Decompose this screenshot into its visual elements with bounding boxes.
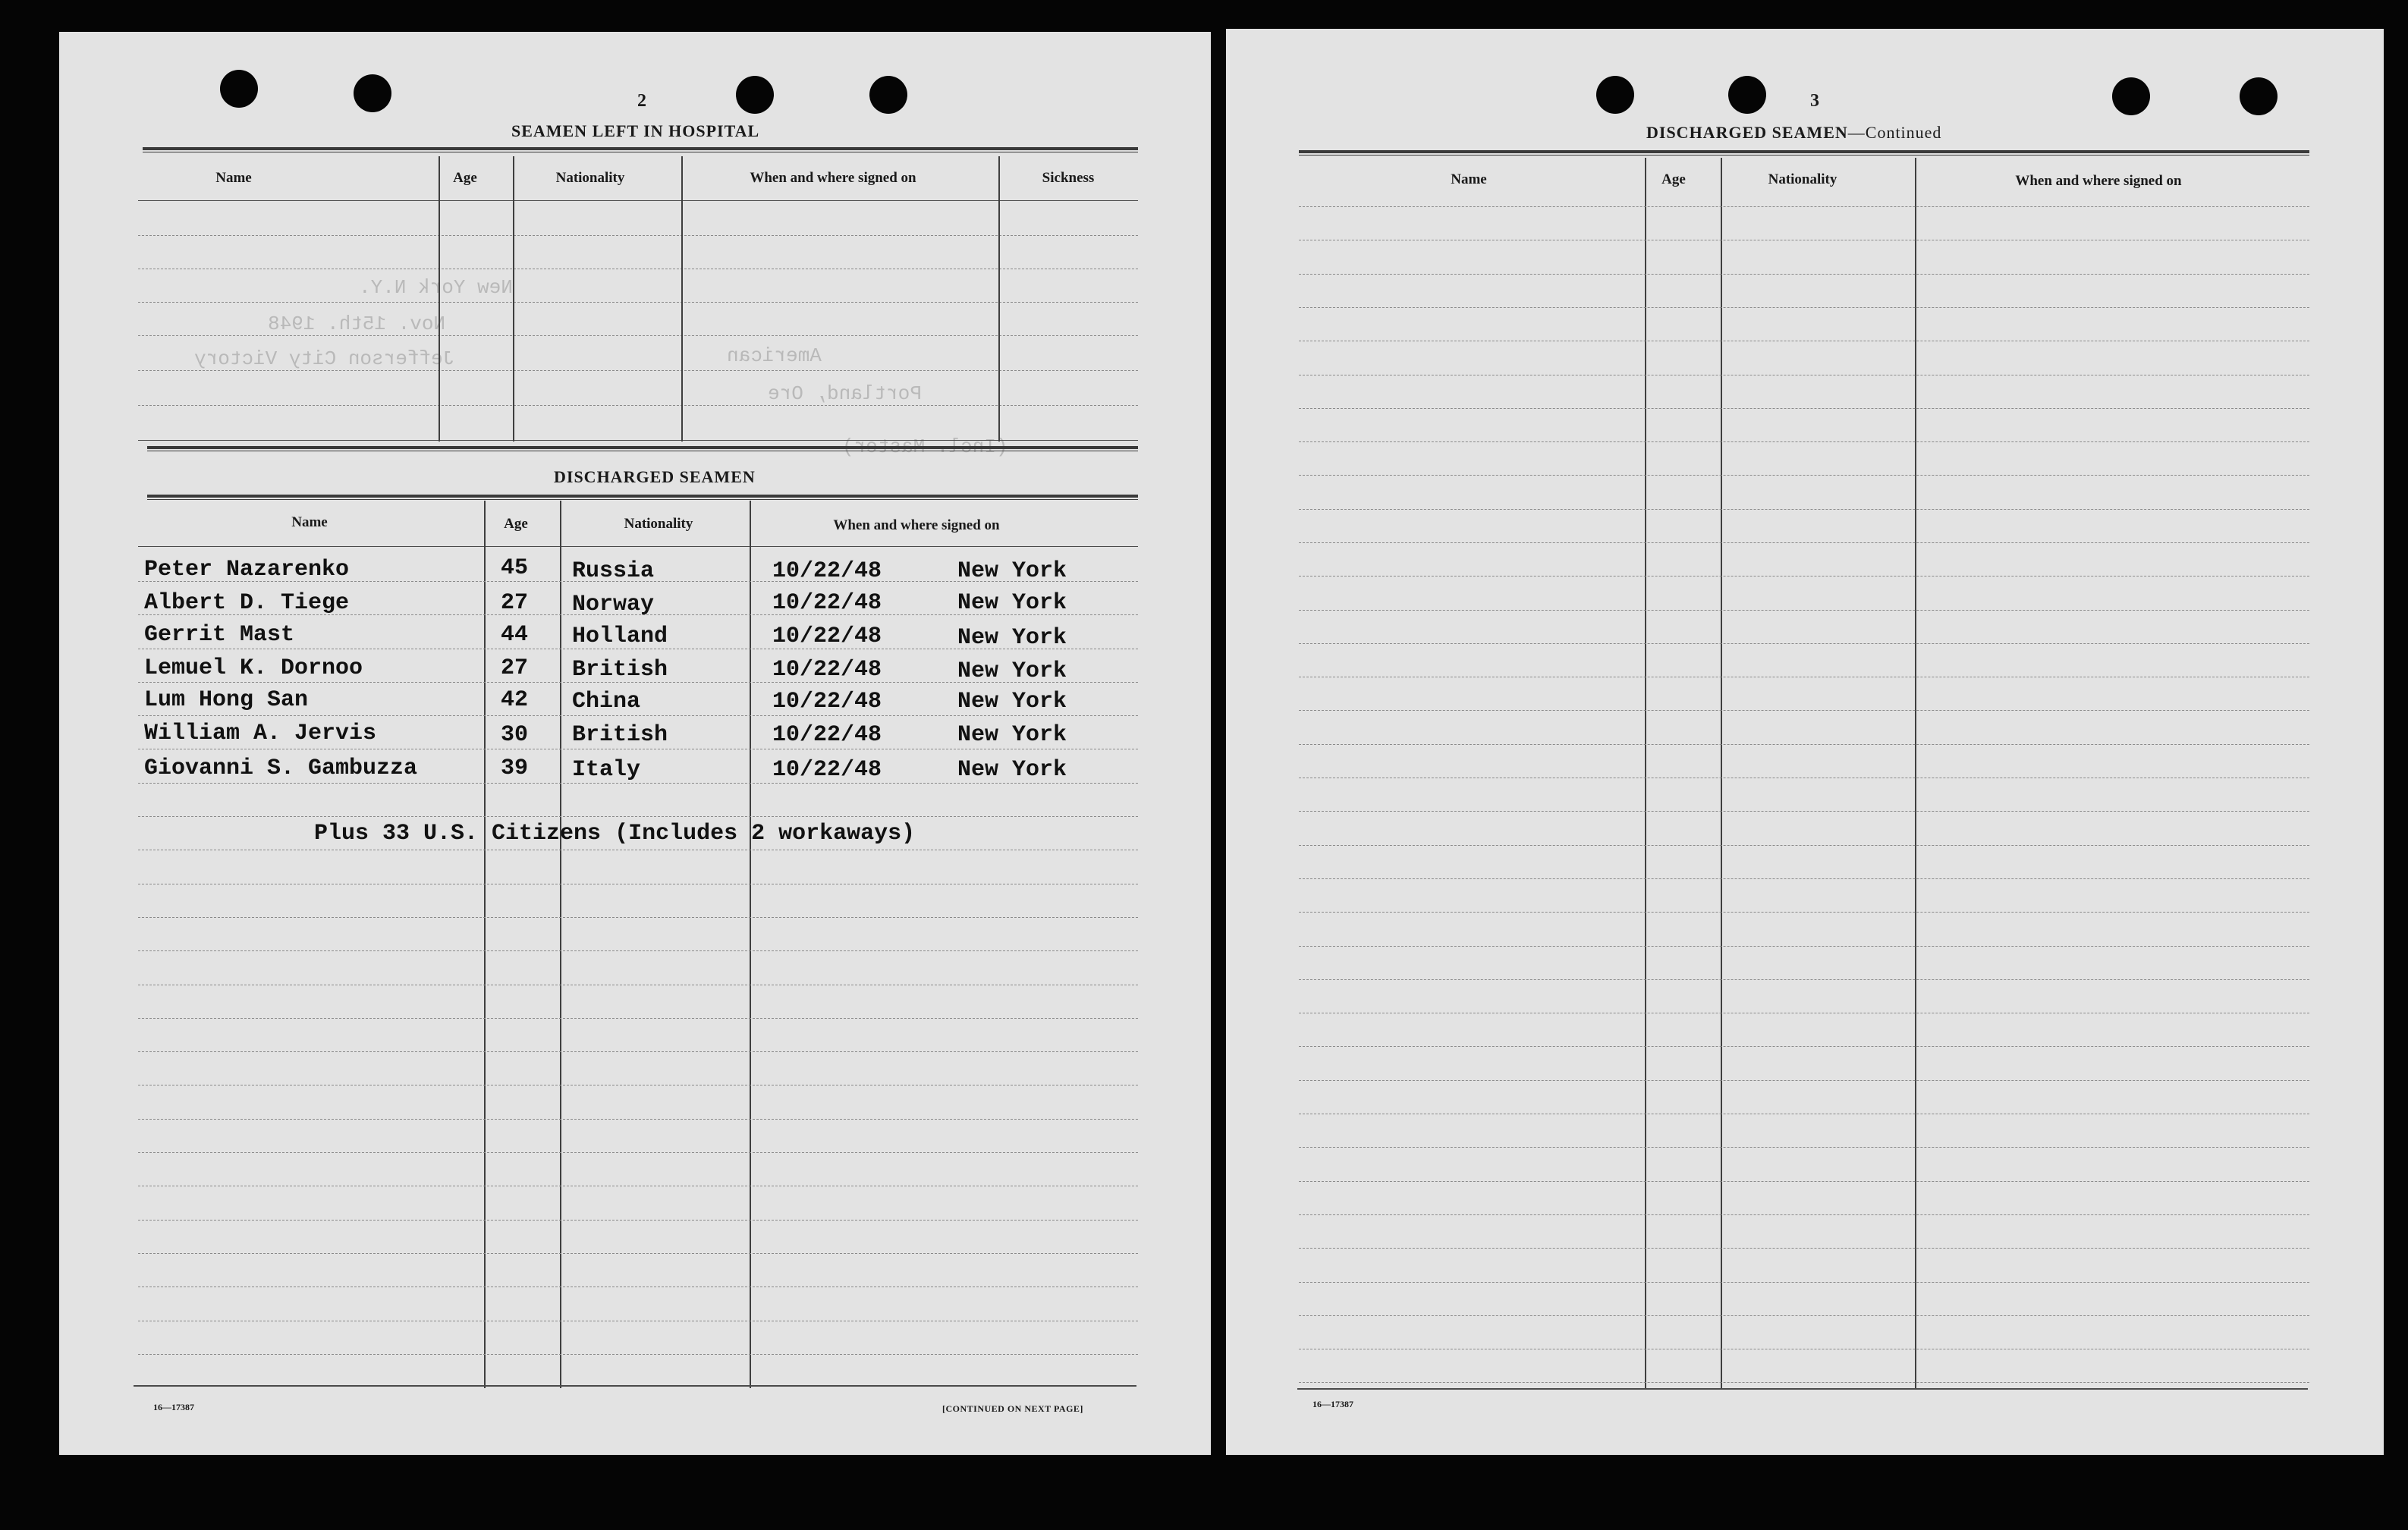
- signed-place: New York: [957, 658, 1067, 684]
- seaman-name: Lemuel K. Dornoo: [144, 655, 363, 681]
- col-header-age: Age: [453, 170, 477, 186]
- column-divider: [750, 501, 751, 1388]
- col-header-sickness: Sickness: [1042, 170, 1095, 186]
- row-rule: [138, 1051, 1138, 1052]
- row-rule: [138, 1253, 1138, 1254]
- ghost-text: American: [727, 344, 822, 367]
- right-page: [1226, 29, 2384, 1455]
- form-number: 16—17387: [153, 1402, 194, 1412]
- col-header-name: Name: [215, 170, 252, 186]
- row-rule: [1299, 878, 2309, 879]
- seaman-name: Peter Nazarenko: [144, 557, 350, 583]
- seaman-nationality: Russia: [572, 558, 655, 584]
- discharged-section-title: DISCHARGED SEAMEN: [554, 467, 756, 486]
- row-rule: [138, 546, 1138, 547]
- row-rule: [138, 1354, 1138, 1355]
- row-rule: [1299, 912, 2309, 913]
- seaman-age: 39: [501, 756, 529, 781]
- signed-place: New York: [957, 722, 1067, 748]
- row-rule: [1299, 274, 2309, 275]
- col-header-nationality: Nationality: [1768, 171, 1837, 187]
- seaman-name: Gerrit Mast: [144, 622, 295, 648]
- seaman-nationality: China: [572, 689, 641, 715]
- punch-hole: [869, 76, 907, 114]
- row-rule: [1299, 979, 2309, 980]
- row-rule: [1299, 1248, 2309, 1249]
- signed-date: 10/22/48: [772, 590, 882, 616]
- seaman-nationality: Italy: [572, 757, 641, 783]
- ghost-text: Portland, Ore: [768, 382, 922, 405]
- row-rule: [138, 302, 1138, 303]
- row-rule: [1299, 1080, 2309, 1081]
- header-rule: [147, 495, 1138, 500]
- bottom-rule: [1297, 1388, 2308, 1390]
- page-number: 2: [637, 91, 646, 111]
- seaman-nationality: Holland: [572, 624, 668, 649]
- col-header-signed-on: When and where signed on: [833, 517, 1000, 533]
- punch-hole: [2240, 77, 2278, 115]
- form-number: 16—17387: [1312, 1399, 1353, 1409]
- seaman-name: William A. Jervis: [144, 721, 377, 746]
- seaman-age: 45: [501, 555, 529, 581]
- header-rule: [147, 446, 1138, 451]
- row-rule: [1299, 206, 2309, 207]
- row-rule: [138, 370, 1138, 371]
- row-rule: [1299, 845, 2309, 846]
- column-divider: [1645, 158, 1646, 1388]
- row-rule: [1299, 946, 2309, 947]
- row-rule: [1299, 441, 2309, 442]
- row-rule: [1299, 1282, 2309, 1283]
- column-divider: [998, 156, 1000, 441]
- page-number: 3: [1810, 91, 1819, 111]
- col-header-name: Name: [291, 514, 328, 530]
- seaman-nationality: British: [572, 657, 668, 683]
- seaman-age: 27: [501, 655, 529, 681]
- column-divider: [560, 501, 561, 1388]
- ghost-text: Nov. 15th. 1948: [268, 313, 446, 335]
- row-rule: [1299, 1315, 2309, 1316]
- column-divider: [681, 156, 683, 441]
- column-divider: [484, 501, 486, 1388]
- signed-date: 10/22/48: [772, 624, 882, 649]
- row-rule: [138, 200, 1138, 201]
- column-divider: [439, 156, 440, 441]
- signed-place: New York: [957, 558, 1067, 584]
- row-rule: [1299, 542, 2309, 543]
- col-header-name: Name: [1451, 171, 1487, 187]
- row-rule: [138, 1220, 1138, 1221]
- ghost-text: Jefferson City Victory: [194, 347, 455, 370]
- signed-date: 10/22/48: [772, 558, 882, 584]
- row-rule: [138, 1152, 1138, 1153]
- hospital-section-title: SEAMEN LEFT IN HOSPITAL: [511, 121, 760, 140]
- row-rule: [1299, 1382, 2309, 1383]
- col-header-age: Age: [1661, 171, 1686, 187]
- signed-place: New York: [957, 757, 1067, 783]
- row-rule: [1299, 710, 2309, 711]
- punch-hole: [1596, 76, 1634, 114]
- row-rule: [138, 1119, 1138, 1120]
- signed-date: 10/22/48: [772, 657, 882, 683]
- row-rule: [1299, 475, 2309, 476]
- col-header-age: Age: [504, 516, 528, 532]
- row-rule: [1299, 610, 2309, 611]
- seaman-name: Giovanni S. Gambuzza: [144, 756, 418, 781]
- continued-note: [CONTINUED ON NEXT PAGE]: [942, 1403, 1083, 1414]
- row-rule: [1299, 1046, 2309, 1047]
- row-rule: [1299, 307, 2309, 308]
- row-rule: [1299, 1214, 2309, 1215]
- title-text: DISCHARGED SEAMEN: [1646, 123, 1848, 142]
- column-divider: [1915, 158, 1916, 1388]
- ghost-text: New York N.Y.: [359, 276, 513, 299]
- punch-hole: [736, 76, 774, 114]
- row-rule: [1299, 1147, 2309, 1148]
- header-rule: [1299, 150, 2309, 156]
- row-rule: [1299, 509, 2309, 510]
- header-rule: [143, 147, 1138, 152]
- col-header-nationality: Nationality: [555, 170, 625, 186]
- seaman-age: 30: [501, 722, 529, 748]
- row-rule: [1299, 1181, 2309, 1182]
- left-page: [59, 32, 1211, 1455]
- punch-hole: [1728, 76, 1766, 114]
- seaman-name: Lum Hong San: [144, 687, 309, 713]
- row-rule: [138, 235, 1138, 236]
- col-header-nationality: Nationality: [624, 516, 693, 532]
- row-rule: [138, 816, 1138, 817]
- seaman-age: 27: [501, 590, 529, 616]
- signed-place: New York: [957, 689, 1067, 715]
- column-divider: [513, 156, 514, 441]
- signed-date: 10/22/48: [772, 689, 882, 715]
- seaman-age: 42: [501, 687, 529, 713]
- signed-place: New York: [957, 625, 1067, 651]
- punch-hole: [220, 70, 258, 108]
- row-rule: [1299, 744, 2309, 745]
- row-rule: [138, 1018, 1138, 1019]
- seaman-nationality: British: [572, 722, 668, 748]
- seaman-age: 44: [501, 622, 529, 648]
- punch-hole: [2112, 77, 2150, 115]
- title-suffix: —Continued: [1847, 123, 1942, 142]
- citizens-note: Plus 33 U.S. Citizens (Includes 2 workaways): [314, 821, 916, 847]
- ghost-text: (Incl. Master): [842, 435, 1008, 458]
- row-rule: [138, 917, 1138, 918]
- row-rule: [138, 950, 1138, 951]
- col-header-signed-on: When and where signed on: [750, 170, 916, 186]
- discharged-continued-title: [1646, 123, 1941, 143]
- row-rule: [138, 405, 1138, 406]
- seaman-nationality: Norway: [572, 592, 655, 617]
- signed-date: 10/22/48: [772, 757, 882, 783]
- row-rule: [138, 335, 1138, 336]
- row-rule: [138, 715, 1138, 716]
- punch-hole: [354, 74, 391, 112]
- column-divider: [1721, 158, 1722, 1388]
- signed-date: 10/22/48: [772, 722, 882, 748]
- signed-place: New York: [957, 590, 1067, 616]
- row-rule: [1299, 408, 2309, 409]
- row-rule: [1299, 643, 2309, 644]
- row-rule: [138, 440, 1138, 441]
- bottom-rule: [134, 1385, 1136, 1387]
- row-rule: [1299, 811, 2309, 812]
- seaman-name: Albert D. Tiege: [144, 590, 350, 616]
- col-header-signed-on: When and where signed on: [2015, 173, 2182, 189]
- row-rule: [138, 783, 1138, 784]
